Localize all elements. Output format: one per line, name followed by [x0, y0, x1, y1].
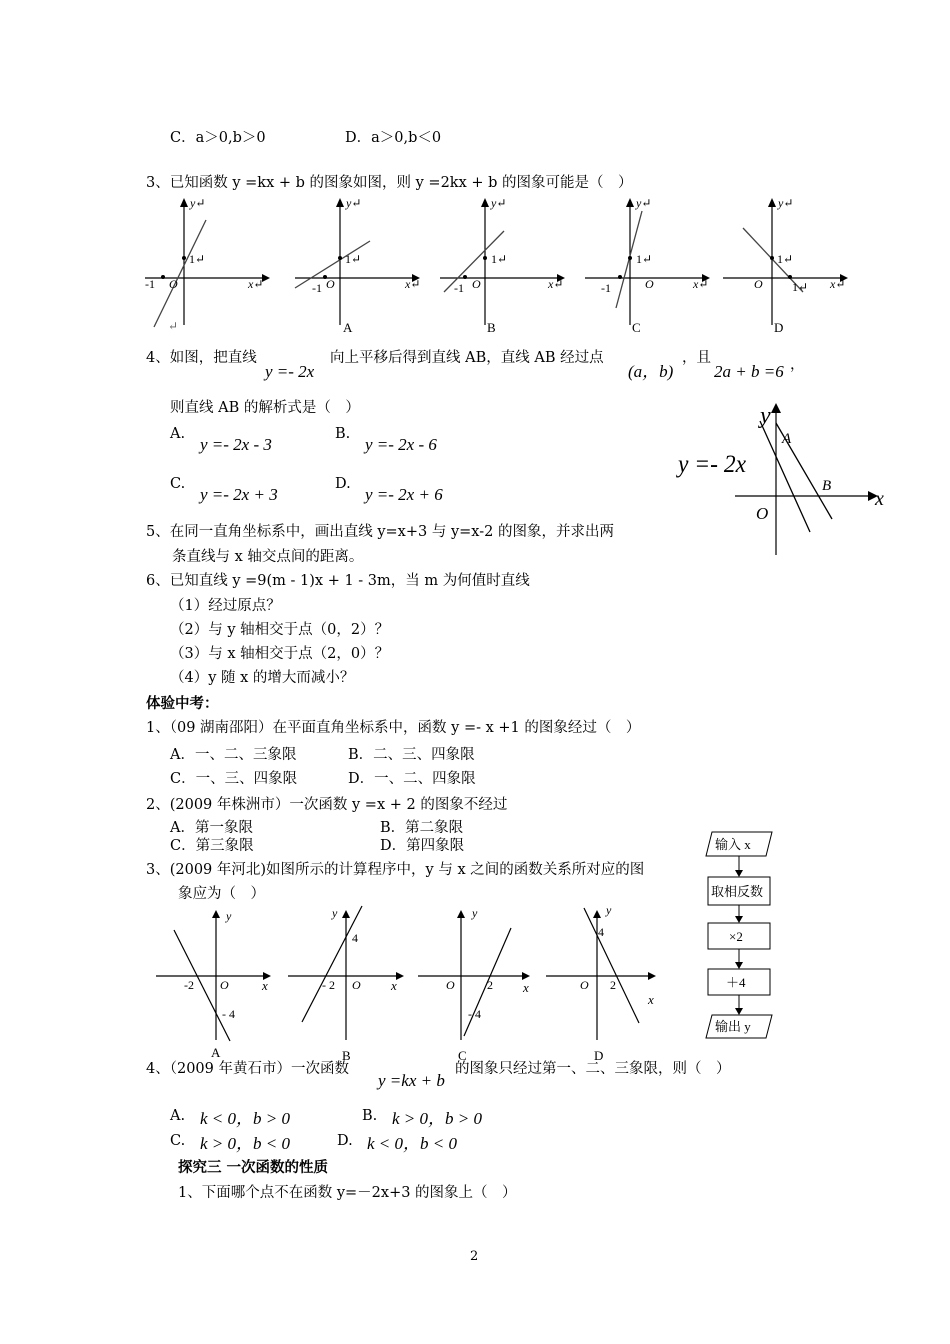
q4-fig-y: y	[760, 403, 771, 429]
q3-gc-o: O	[645, 277, 654, 291]
exam-q3-graph-a[interactable]	[156, 909, 271, 1060]
exam-q3-line2: 象应为（ ）	[178, 886, 265, 902]
exam-q4-formula: y =kx + b	[378, 1071, 445, 1090]
exam-q1-option-d: D．一、二、四象限	[348, 771, 476, 787]
q4-point: (a，b)	[628, 362, 674, 381]
exam-q3-line1: 3、(2009 年河北)如图所示的计算程序中，y 与 x 之间的函数关系所对应的图	[146, 862, 645, 878]
exam-q1-option-b: B．二、三、四象限	[348, 747, 475, 763]
q3-gc-one: 1↵	[636, 252, 653, 266]
exam-q1-text: 1、（09 湖南邵阳）在平面直角坐标系中，函数 y =- x +1 的图象经过（ ）	[146, 720, 641, 736]
q3-gb-x: x↵	[548, 277, 564, 291]
q6-item-1: （1）经过原点？	[170, 598, 281, 614]
flow-input: 输入 x	[715, 837, 751, 852]
exam-q2-option-a: A．第一象限	[170, 820, 253, 836]
q3-gd-one: 1↵	[777, 252, 794, 266]
exam-q2-text: 2、(2009 年株洲市）一次函数 y =x + 2 的图象不经过	[146, 797, 508, 813]
q3-option-a-label: A	[343, 320, 353, 335]
exam-q4-option-a-label: A.	[170, 1108, 186, 1124]
exam-q3-option-b: B	[342, 1048, 351, 1063]
exam-q2-option-c: C．第三象限	[170, 838, 254, 854]
gc-o: O	[446, 978, 455, 992]
q4-fig-a: A	[782, 431, 792, 447]
q3-g0-x: x↵	[248, 277, 264, 291]
q6-line: 6、已知直线 y =9(m - 1)x + 1 - 3m，当 m 为何值时直线	[146, 573, 530, 589]
q3-graphs	[140, 195, 860, 345]
stray-mark: ↵	[168, 319, 179, 333]
gd-x: x	[648, 992, 654, 1007]
q4-option-d: y =- 2x + 6	[365, 485, 443, 504]
flow-times2: ×2	[729, 929, 743, 944]
q3-graph-d[interactable]	[723, 196, 848, 335]
q3-gb-o: O	[472, 277, 481, 291]
gd-four: 4	[598, 925, 604, 939]
gd-y: y	[606, 903, 612, 917]
q4-comma: ，且	[682, 350, 711, 366]
gb-x: x	[391, 978, 397, 993]
q4-option-a-label: A.	[170, 426, 186, 442]
flow-negate: 取相反数	[711, 884, 764, 899]
exam-q4-option-c-label: C.	[170, 1133, 186, 1149]
gb-y: y	[332, 906, 338, 920]
q3-gb-neg1: -1	[454, 281, 464, 295]
flowchart	[700, 830, 785, 1045]
q3-gc-y: y↵	[636, 196, 652, 210]
ga-neg2: -2	[184, 978, 194, 992]
gc-two: 2	[487, 978, 493, 992]
q4-fig-b: B	[822, 478, 832, 494]
flow-plus4: ＋4	[726, 975, 746, 990]
q4-option-c-label: C.	[170, 476, 186, 492]
exam-q2-option-d: D．第四象限	[380, 838, 465, 854]
exam-q4-option-a: k < 0，b > 0	[200, 1109, 290, 1128]
exam-q4-text-b: 的图象只经过第一、二、三象限，则（ ）	[455, 1061, 731, 1077]
q4-formula1: y =- 2x	[265, 362, 315, 381]
exam-q4-option-c: k > 0，b < 0	[200, 1134, 290, 1153]
exam-q4-text-a: 4、（2009 年黄石市）一次函数	[146, 1061, 349, 1077]
q3-gb-one: 1↵	[491, 252, 508, 266]
exam-q4-option-d-label: D.	[337, 1133, 353, 1149]
exam-q4-option-d: k < 0，b < 0	[367, 1134, 457, 1153]
q3-graph-b[interactable]	[440, 196, 565, 335]
ga-x: x	[262, 978, 268, 993]
exam-q3-graph-d[interactable]	[546, 903, 656, 1063]
q4-line1b: 向上平移后得到直线 AB，直线 AB 经过点	[330, 350, 604, 366]
q4-line2: 则直线 AB 的解析式是（ ）	[170, 400, 360, 416]
q4-option-d-label: D.	[335, 476, 351, 492]
q2-option-c: C．a＞0,b＞0	[170, 130, 266, 146]
exam-q3-option-c: C	[458, 1048, 467, 1063]
gc-neg4: - 4	[468, 1007, 481, 1021]
q4-tail: ，	[790, 357, 805, 373]
q3-gd-o: O	[754, 277, 763, 291]
q3-g0-one: 1↵	[189, 252, 206, 266]
q3-ga-neg1: -1	[312, 281, 322, 295]
q3-g0-y: y↵	[190, 196, 206, 210]
ga-neg4: - 4	[222, 1007, 235, 1021]
q3-gb-y: y↵	[491, 196, 507, 210]
gc-y: y	[472, 906, 478, 920]
q3-g0-neg1: -1	[145, 277, 155, 291]
q3-ga-y: y↵	[346, 196, 362, 210]
q3-option-d-label: D	[774, 320, 784, 335]
q4-option-b-label: B.	[335, 426, 351, 442]
exam-q3-option-a: A	[211, 1045, 221, 1060]
exam-q3-graph-c[interactable]	[418, 906, 530, 1063]
gd-o: O	[580, 978, 589, 992]
q4-option-c: y =- 2x + 3	[200, 485, 278, 504]
q3-gd-one-x: 1↵	[792, 280, 809, 294]
page-number: 2	[470, 1249, 479, 1264]
gb-o: O	[352, 978, 361, 992]
exam-q4-option-b-label: B.	[362, 1108, 378, 1124]
flow-output: 输出 y	[715, 1019, 751, 1034]
exam-q4-option-b: k > 0，b > 0	[392, 1109, 482, 1128]
q6-item-4: （4）y 随 x 的增大而减小？	[170, 670, 355, 686]
exam-q2-option-b: B．第二象限	[380, 820, 464, 836]
q3-gc-x: x↵	[693, 277, 709, 291]
q3-ga-o: O	[326, 277, 335, 291]
q3-option-b-label: B	[487, 320, 496, 335]
exam-q3-option-d: D	[594, 1048, 604, 1063]
q4-figure	[670, 395, 900, 565]
q3-option-c-label: C	[632, 320, 641, 335]
q4-option-a: y =- 2x - 3	[200, 435, 272, 454]
q3-text: 3、已知函数 y =kx + b 的图象如图，则 y =2kx + b 的图象可能是（ ）	[146, 175, 633, 191]
gc-x: x	[523, 980, 529, 995]
exam-q3-graph-b[interactable]	[288, 906, 404, 1063]
exam-q1-option-c: C．一、三、四象限	[170, 771, 298, 787]
q4-fig-o: O	[756, 504, 769, 523]
q6-item-2: （2）与 y 轴相交于点（0，2）？	[170, 622, 390, 638]
q4-fig-line-label: y =- 2x	[675, 451, 746, 478]
q5-line2: 条直线与 x 轴交点间的距离。	[172, 549, 364, 565]
gb-four: 4	[352, 931, 358, 945]
q3-gd-x: x↵	[830, 277, 846, 291]
exam-q1-option-a: A．一、二、三象限	[170, 747, 297, 763]
q4-fig-x: x	[875, 488, 884, 510]
ga-y: y	[226, 909, 232, 923]
q3-ga-x: x↵	[405, 277, 421, 291]
q6-item-3: （3）与 x 轴相交于点（2，0）？	[170, 646, 390, 662]
q3-gc-neg1: -1	[601, 281, 611, 295]
ga-o: O	[220, 978, 229, 992]
q5-line1: 5、在同一直角坐标系中，画出直线 y=x+3 与 y=x-2 的图象，并求出两	[146, 524, 614, 540]
q3-original-graph	[145, 196, 270, 333]
exam-q3-graphs	[150, 900, 680, 1063]
q3-gd-y: y↵	[778, 196, 794, 210]
gd-two: 2	[610, 978, 616, 992]
q3-ga-one: 1↵	[345, 252, 362, 266]
gb-neg2: - 2	[322, 978, 335, 992]
q3-graph-c[interactable]	[585, 196, 710, 335]
explore3-q1: 1、下面哪个点不在函数 y=－2x+3 的图象上（ ）	[178, 1185, 517, 1201]
q4-condition: 2a + b =6	[714, 362, 784, 381]
q3-g0-o: O	[169, 277, 178, 291]
explore3-heading: 探究三 一次函数的性质	[178, 1160, 329, 1176]
q4-option-b: y =- 2x - 6	[365, 435, 437, 454]
q3-graph-a[interactable]	[295, 196, 420, 335]
q2-option-d: D．a＞0,b＜0	[345, 130, 442, 146]
q4-line1a: 4、如图，把直线	[146, 350, 257, 366]
exam-heading: 体验中考：	[146, 696, 219, 712]
